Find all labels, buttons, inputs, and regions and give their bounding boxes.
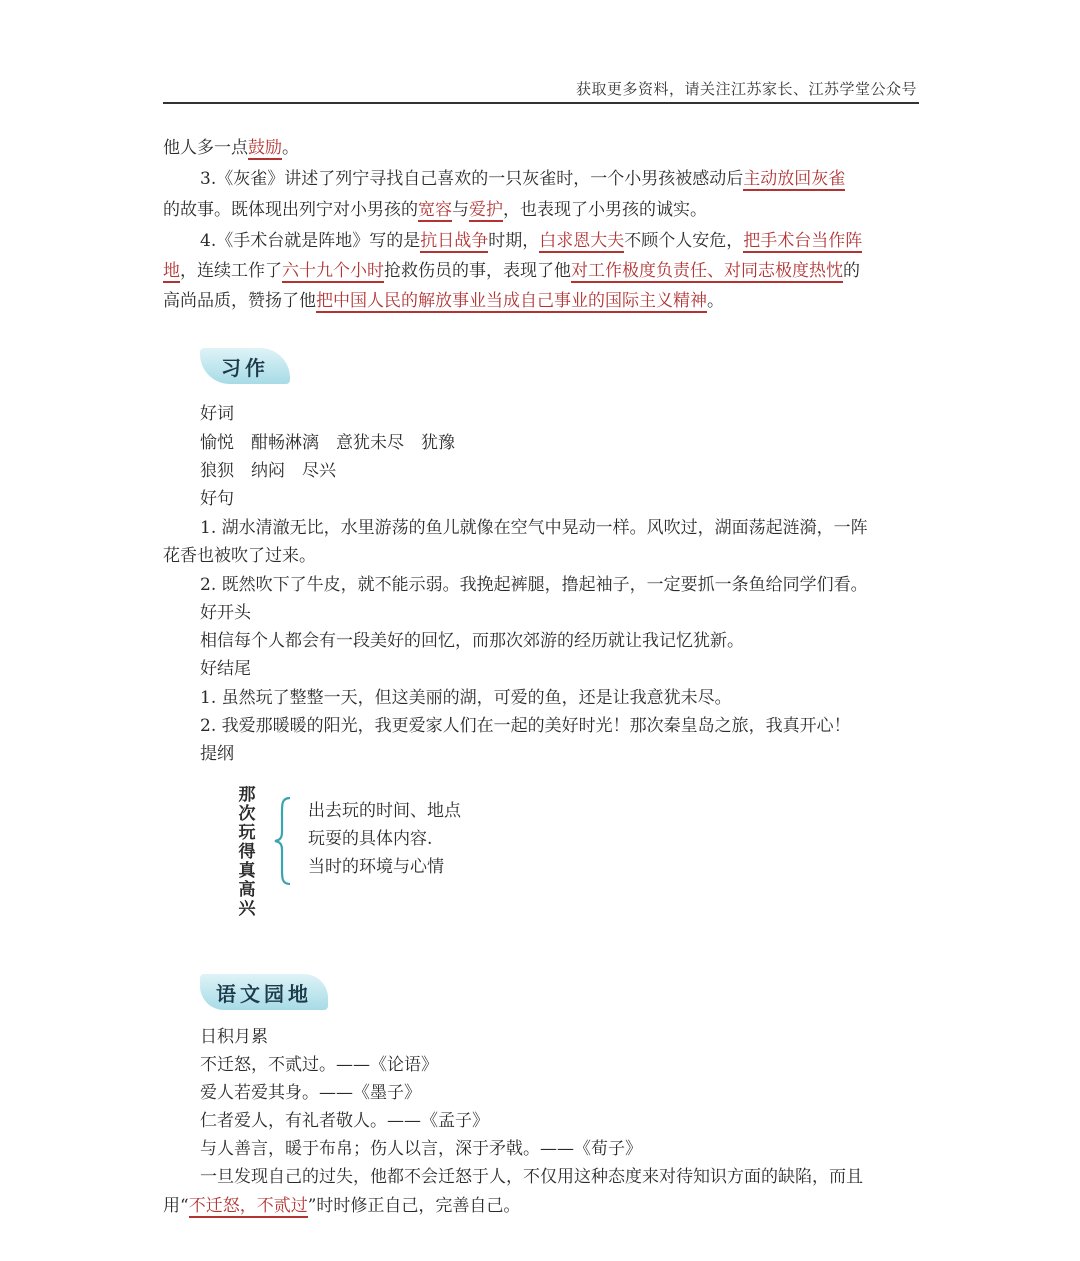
- good-words-line2: 狼狈 纳闷 尽兴: [200, 461, 336, 481]
- text: 高尚品质，赞扬了他: [163, 291, 316, 311]
- text: 4.《手术台就是阵地》写的是: [200, 231, 421, 251]
- answer-underline: 宽容: [418, 200, 452, 220]
- text: 时期，: [488, 231, 540, 251]
- sentence2: 2. 既然吹下了牛皮，就不能示弱。我挽起裤腿，撸起袖子，一定要抓一条鱼给同学们看。: [200, 575, 868, 595]
- item3-line2: [163, 199, 707, 221]
- answer-underline: 不迁怒，不贰过: [188, 1196, 308, 1216]
- section-banner-writing: 习作: [200, 348, 290, 384]
- outline-items: [308, 797, 461, 881]
- good-words-label: 好词: [200, 404, 234, 424]
- outline-title-char: 那: [238, 785, 256, 805]
- quote-2: 爱人若爱其身。——《墨子》: [200, 1083, 421, 1103]
- answer-underline: 把中国人民的解放事业当成自己事业的国际主义精神: [316, 291, 707, 311]
- curly-brace-icon: [272, 796, 294, 886]
- text: 他人多一点: [163, 138, 248, 158]
- ending1: 1. 虽然玩了整整一天，但这美丽的湖，可爱的鱼，还是让我意犹未尽。: [200, 688, 732, 708]
- outline-title: [236, 786, 258, 919]
- answer-underline: 对工作极度负责任、对同志极度热忱: [571, 261, 843, 281]
- text: 不顾个人安危，: [624, 231, 744, 251]
- explanation-line2: [163, 1195, 520, 1217]
- outline-item: 当时的环境与心情: [308, 857, 444, 877]
- outline-label: 提纲: [200, 744, 234, 764]
- ending2: 2. 我爱那暖暖的阳光，我更爱家人们在一起的美好时光！那次秦皇岛之旅，我真开心！: [200, 716, 851, 736]
- page-header: [163, 72, 919, 104]
- text: 的: [843, 261, 860, 281]
- good-opening-label: 好开头: [200, 603, 251, 623]
- text: ”时时修正自己，完善自己。: [307, 1196, 521, 1216]
- text: 3.《灰雀》讲述了列宁寻找自己喜欢的一只灰雀时，一个小男孩被感动后: [200, 169, 744, 189]
- text: 用“: [163, 1196, 189, 1216]
- item4-line3: [163, 290, 724, 312]
- outline-title-char: 得: [238, 842, 256, 862]
- sentence1-line1: 1. 湖水清澈无比，水里游荡的鱼儿就像在空气中晃动一样。风吹过，湖面荡起涟漪，一阵: [200, 518, 868, 538]
- text: 与: [452, 200, 469, 220]
- text: ，连续工作了: [180, 261, 282, 281]
- answer-underline: 把手术台当作阵: [743, 231, 863, 251]
- text: 。: [707, 291, 724, 311]
- explanation-line1: 一旦发现自己的过失，他都不会迁怒于人，不仅用这种态度来对待知识方面的缺陷，而且: [200, 1167, 863, 1187]
- answer-underline: 六十九个小时: [282, 261, 384, 281]
- opening-text: 相信每个人都会有一段美好的回忆，而那次郊游的经历就让我记忆犹新。: [200, 631, 744, 651]
- item4-line2: [163, 260, 860, 282]
- outline-title-char: 玩: [238, 823, 256, 843]
- quote-3: 仁者爱人，有礼者敬人。——《孟子》: [200, 1111, 489, 1131]
- good-sentences-label: 好句: [200, 489, 234, 509]
- sentence1-line2: 花香也被吹了过来。: [163, 546, 316, 566]
- intro-line: [163, 137, 299, 159]
- good-ending-label: 好结尾: [200, 659, 251, 679]
- outline-title-char: 高: [238, 880, 256, 900]
- quote-4: 与人善言，暖于布帛；伤人以言，深于矛戟。——《荀子》: [200, 1139, 642, 1159]
- outline-title-char: 真: [238, 861, 256, 881]
- answer-underline: 鼓励: [248, 138, 282, 158]
- text: ，也表现了小男孩的诚实。: [503, 200, 707, 220]
- answer-underline: 白求恩大夫: [539, 231, 625, 251]
- answer-underline: 主动放回灰雀: [743, 169, 846, 189]
- text: 抢救伤员的事，表现了他: [384, 261, 571, 281]
- text: 的故事。既体现出列宁对小男孩的: [163, 200, 418, 220]
- item4-line1: [200, 230, 862, 252]
- outline-title-char: 次: [238, 804, 256, 824]
- text: 。: [282, 138, 299, 158]
- quote-1: 不迁怒，不贰过。——《论语》: [200, 1055, 438, 1075]
- section-banner-chinese-garden: 语文园地: [200, 974, 328, 1010]
- answer-underline: 地: [163, 261, 180, 281]
- outline-title-char: 兴: [238, 899, 256, 919]
- outline-item: 玩耍的具体内容.: [308, 829, 433, 849]
- answer-underline: 抗日战争: [420, 231, 489, 251]
- header-text: 获取更多资料，请关注江苏家长、江苏学堂公众号: [575, 80, 917, 98]
- good-words-line1: 愉悦 酣畅淋漓 意犹未尽 犹豫: [200, 433, 455, 453]
- daily-accumulation-label: 日积月累: [200, 1027, 268, 1047]
- answer-underline: 爱护: [469, 200, 503, 220]
- outline-item: 出去玩的时间、地点: [308, 801, 461, 821]
- item3-line1: [200, 168, 845, 190]
